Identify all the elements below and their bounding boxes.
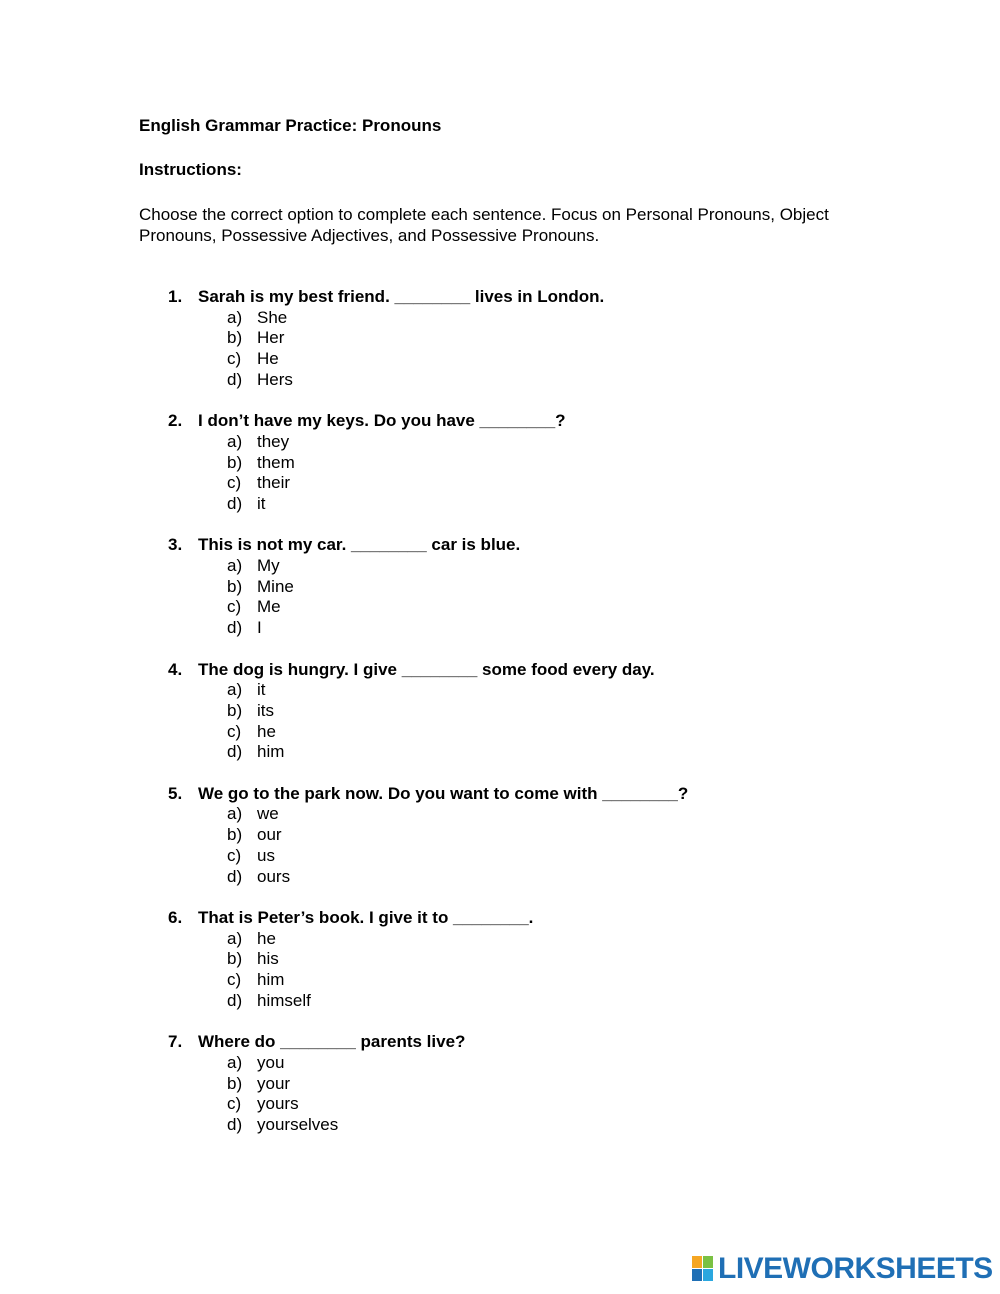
option-text: him [257, 742, 285, 762]
option-text: their [257, 473, 291, 493]
answer-option[interactable] [0, 742, 400, 763]
option-text: we [257, 804, 279, 824]
answer-option[interactable] [0, 453, 400, 474]
answer-option[interactable] [0, 929, 400, 950]
answer-option[interactable] [0, 556, 400, 577]
answer-option[interactable] [0, 846, 400, 867]
option-text: I [257, 618, 262, 638]
question-number: 4. [168, 659, 183, 679]
option-text: Me [257, 597, 281, 617]
option-list [0, 556, 400, 639]
question-list [0, 287, 1000, 1156]
option-letter: b) [227, 576, 243, 596]
option-text: his [257, 949, 279, 969]
option-list [0, 680, 400, 763]
option-text: it [257, 493, 266, 513]
answer-option[interactable] [0, 1074, 400, 1095]
liveworksheets-logo-icon [692, 1256, 714, 1282]
answer-option[interactable] [0, 1115, 400, 1136]
brand-wordmark: LIVEWORKSHEETS [718, 1252, 993, 1285]
option-letter: a) [227, 928, 243, 948]
option-letter: d) [227, 369, 243, 389]
question-text: This is not my car. ________ car is blue. [198, 535, 521, 555]
question-number: 7. [168, 1032, 183, 1052]
option-text: Her [257, 328, 285, 348]
instructions-text: Choose the correct option to complete each sentence. Focus on Personal Pronouns, Object Pronouns, Possessive Adjectives, and Possessive Pronouns. [139, 205, 829, 245]
question-item [0, 784, 1000, 908]
option-text: Hers [257, 369, 293, 389]
option-text: he [257, 721, 276, 741]
option-list [0, 308, 400, 391]
question-number: 3. [168, 535, 183, 555]
answer-option[interactable] [0, 597, 400, 618]
option-letter: a) [227, 1052, 243, 1072]
question-text: Where do ________ parents live? [198, 1032, 466, 1052]
answer-option[interactable] [0, 949, 400, 970]
option-letter: b) [227, 949, 243, 969]
answer-option[interactable] [0, 804, 400, 825]
option-letter: a) [227, 804, 243, 824]
option-letter: d) [227, 618, 243, 638]
answer-option[interactable] [0, 701, 400, 722]
option-text: us [257, 845, 275, 865]
option-text: our [257, 825, 282, 845]
option-letter: b) [227, 452, 243, 472]
answer-option[interactable] [0, 1053, 400, 1074]
option-text: your [257, 1073, 291, 1093]
option-list [0, 929, 400, 1012]
option-text: My [257, 556, 280, 576]
answer-option[interactable] [0, 473, 400, 494]
option-letter: b) [227, 825, 243, 845]
option-text: he [257, 928, 276, 948]
page-title: English Grammar Practice: Pronouns [139, 116, 442, 135]
answer-option[interactable] [0, 618, 400, 639]
answer-option[interactable] [0, 432, 400, 453]
answer-option[interactable] [0, 991, 400, 1012]
answer-option[interactable] [0, 1094, 400, 1115]
option-text: it [257, 680, 266, 700]
answer-option[interactable] [0, 825, 400, 846]
option-text: him [257, 970, 285, 989]
answer-option[interactable] [0, 867, 400, 888]
option-letter: b) [227, 328, 243, 348]
answer-option[interactable] [0, 349, 400, 370]
option-text: Mine [257, 576, 294, 596]
answer-option[interactable] [0, 328, 400, 349]
option-letter: a) [227, 307, 243, 327]
option-text: them [257, 452, 295, 472]
option-letter: b) [227, 700, 243, 720]
option-text: ours [257, 866, 291, 886]
option-letter: c) [227, 349, 242, 369]
option-text: they [257, 431, 290, 451]
option-text: its [257, 700, 274, 720]
instructions-heading: Instructions: [139, 160, 242, 179]
question-text: Sarah is my best friend. ________ lives in London. [198, 287, 605, 306]
question-number: 5. [168, 783, 183, 803]
option-letter: d) [227, 990, 243, 1010]
option-text: himself [257, 990, 311, 1010]
option-letter: d) [227, 742, 243, 762]
question-text: We go to the park now. Do you want to come with ________? [198, 783, 689, 803]
option-text: you [257, 1052, 285, 1072]
option-letter: c) [227, 721, 242, 741]
answer-option[interactable] [0, 577, 400, 598]
question-text: I don’t have my keys. Do you have ________? [198, 411, 566, 431]
option-letter: c) [227, 970, 242, 989]
option-letter: c) [227, 845, 242, 865]
question-item [0, 660, 1000, 784]
option-text: He [257, 349, 279, 369]
question-item [0, 411, 1000, 535]
option-text: yours [257, 1094, 299, 1114]
question-number: 6. [168, 907, 183, 927]
question-text: The dog is hungry. I give ________ some food every day. [198, 659, 655, 679]
option-letter: c) [227, 1094, 242, 1114]
brand-footer [692, 1254, 993, 1284]
option-letter: d) [227, 493, 243, 513]
option-list [0, 1053, 400, 1136]
question-item [0, 908, 1000, 1032]
option-letter: c) [227, 597, 242, 617]
answer-option[interactable] [0, 308, 400, 329]
option-letter: b) [227, 1073, 243, 1093]
question-item [0, 535, 1000, 659]
answer-option[interactable] [0, 722, 400, 743]
question-number: 2. [168, 411, 183, 431]
option-letter: a) [227, 680, 243, 700]
option-list [0, 804, 400, 887]
question-item [0, 287, 1000, 411]
option-letter: a) [227, 431, 243, 451]
option-text: yourselves [257, 1114, 339, 1134]
question-number: 1. [168, 287, 183, 306]
answer-option[interactable] [0, 680, 400, 701]
answer-option[interactable] [0, 970, 400, 991]
option-list [0, 432, 400, 515]
question-item [0, 1032, 1000, 1156]
option-letter: c) [227, 473, 242, 493]
option-letter: d) [227, 1114, 243, 1134]
option-letter: a) [227, 556, 243, 576]
answer-option[interactable] [0, 494, 400, 515]
option-letter: d) [227, 866, 243, 886]
answer-option[interactable] [0, 370, 400, 391]
option-text: She [257, 307, 288, 327]
question-text: That is Peter’s book. I give it to ________. [198, 907, 534, 927]
